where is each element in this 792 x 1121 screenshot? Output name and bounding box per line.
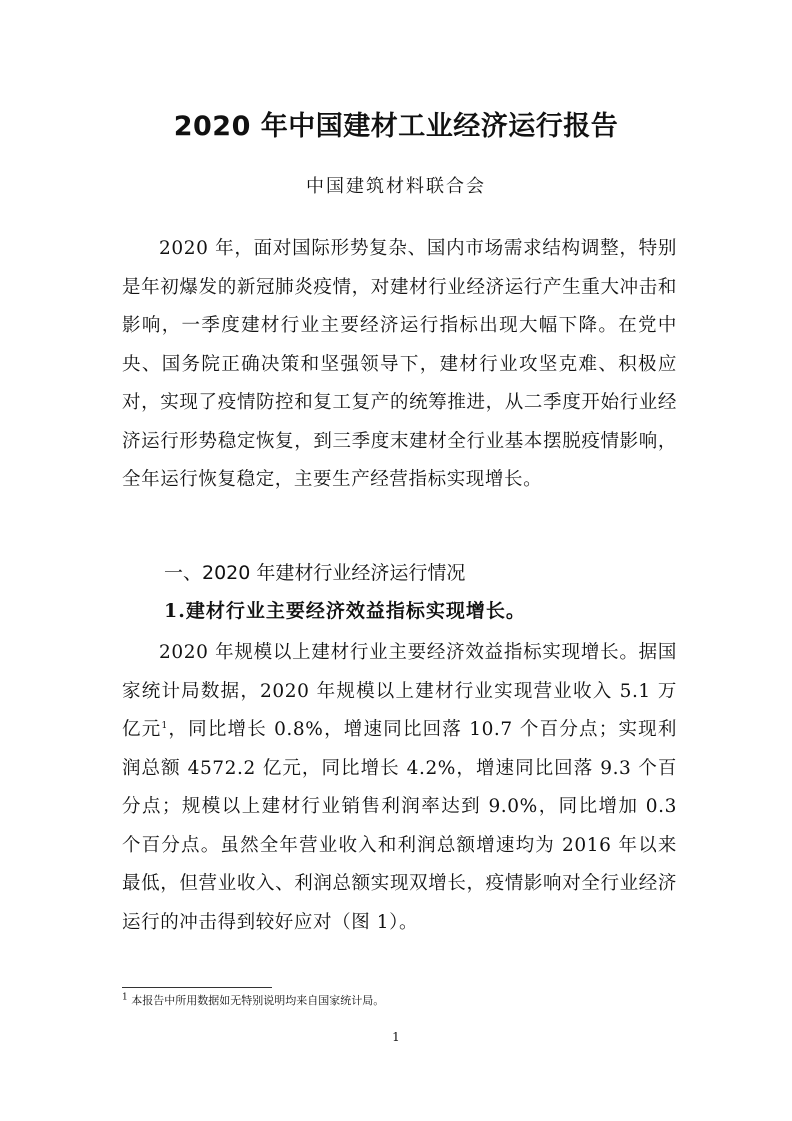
footnote-reference[interactable]: 1: [161, 720, 168, 731]
footnote-text: 本报告中所用数据如无特别说明均来自国家统计局。: [131, 994, 385, 1007]
subsection-heading: 1.建材行业主要经济效益指标实现增长。: [164, 600, 526, 622]
section-heading: 一、2020 年建材行业经济运行情况: [164, 562, 466, 584]
footnote-divider: [122, 987, 272, 988]
page-number: 1: [392, 1030, 400, 1044]
paragraph-text-part1: 2020 年规模以上建材行业主要经济效益指标实现增长。据国家统计局数据，2020 年规模以上建材行业实现营业收入 5.1 万亿元: [122, 642, 677, 740]
organization-name: 中国建筑材料联合会: [306, 176, 486, 197]
footnote: [122, 992, 384, 1008]
page-title: 2020 年中国建材工业经济运行报告: [173, 111, 619, 142]
footnote-marker: 1: [122, 992, 128, 1003]
paragraph-text-part2: ，同比增长 0.8%，增速同比回落 10.7 个百分点；实现利润总额 4572.2 亿元，同比增长 4.2%，增速同比回落 9.3 个百分点；规模以上建材行业销售利润率达到 9.0%，同比增加 0.3 个百分点。虽然全年营业收入和利润总额增速均为 2016 年以来最低，但营业收入、利润总额实现双增长，疫情影响对全行业经济运行的冲击得到较好应对（图 1）。: [122, 719, 677, 933]
economic-indicators-paragraph: [122, 634, 677, 942]
intro-paragraph: 2020 年，面对国际形势复杂、国内市场需求结构调整，特别是年初爆发的新冠肺炎疫情，对建材行业经济运行产生重大冲击和影响，一季度建材行业主要经济运行指标出现大幅下降。在党中央、国务院正确决策和坚强领导下，建材行业攻坚克难、积极应对，实现了疫情防控和复工复产的统筹推进，从二季度开始行业经济运行形势稳定恢复，到三季度末建材全行业基本摆脱疫情影响，全年运行恢复稳定，主要生产经营指标实现增长。: [122, 238, 677, 490]
